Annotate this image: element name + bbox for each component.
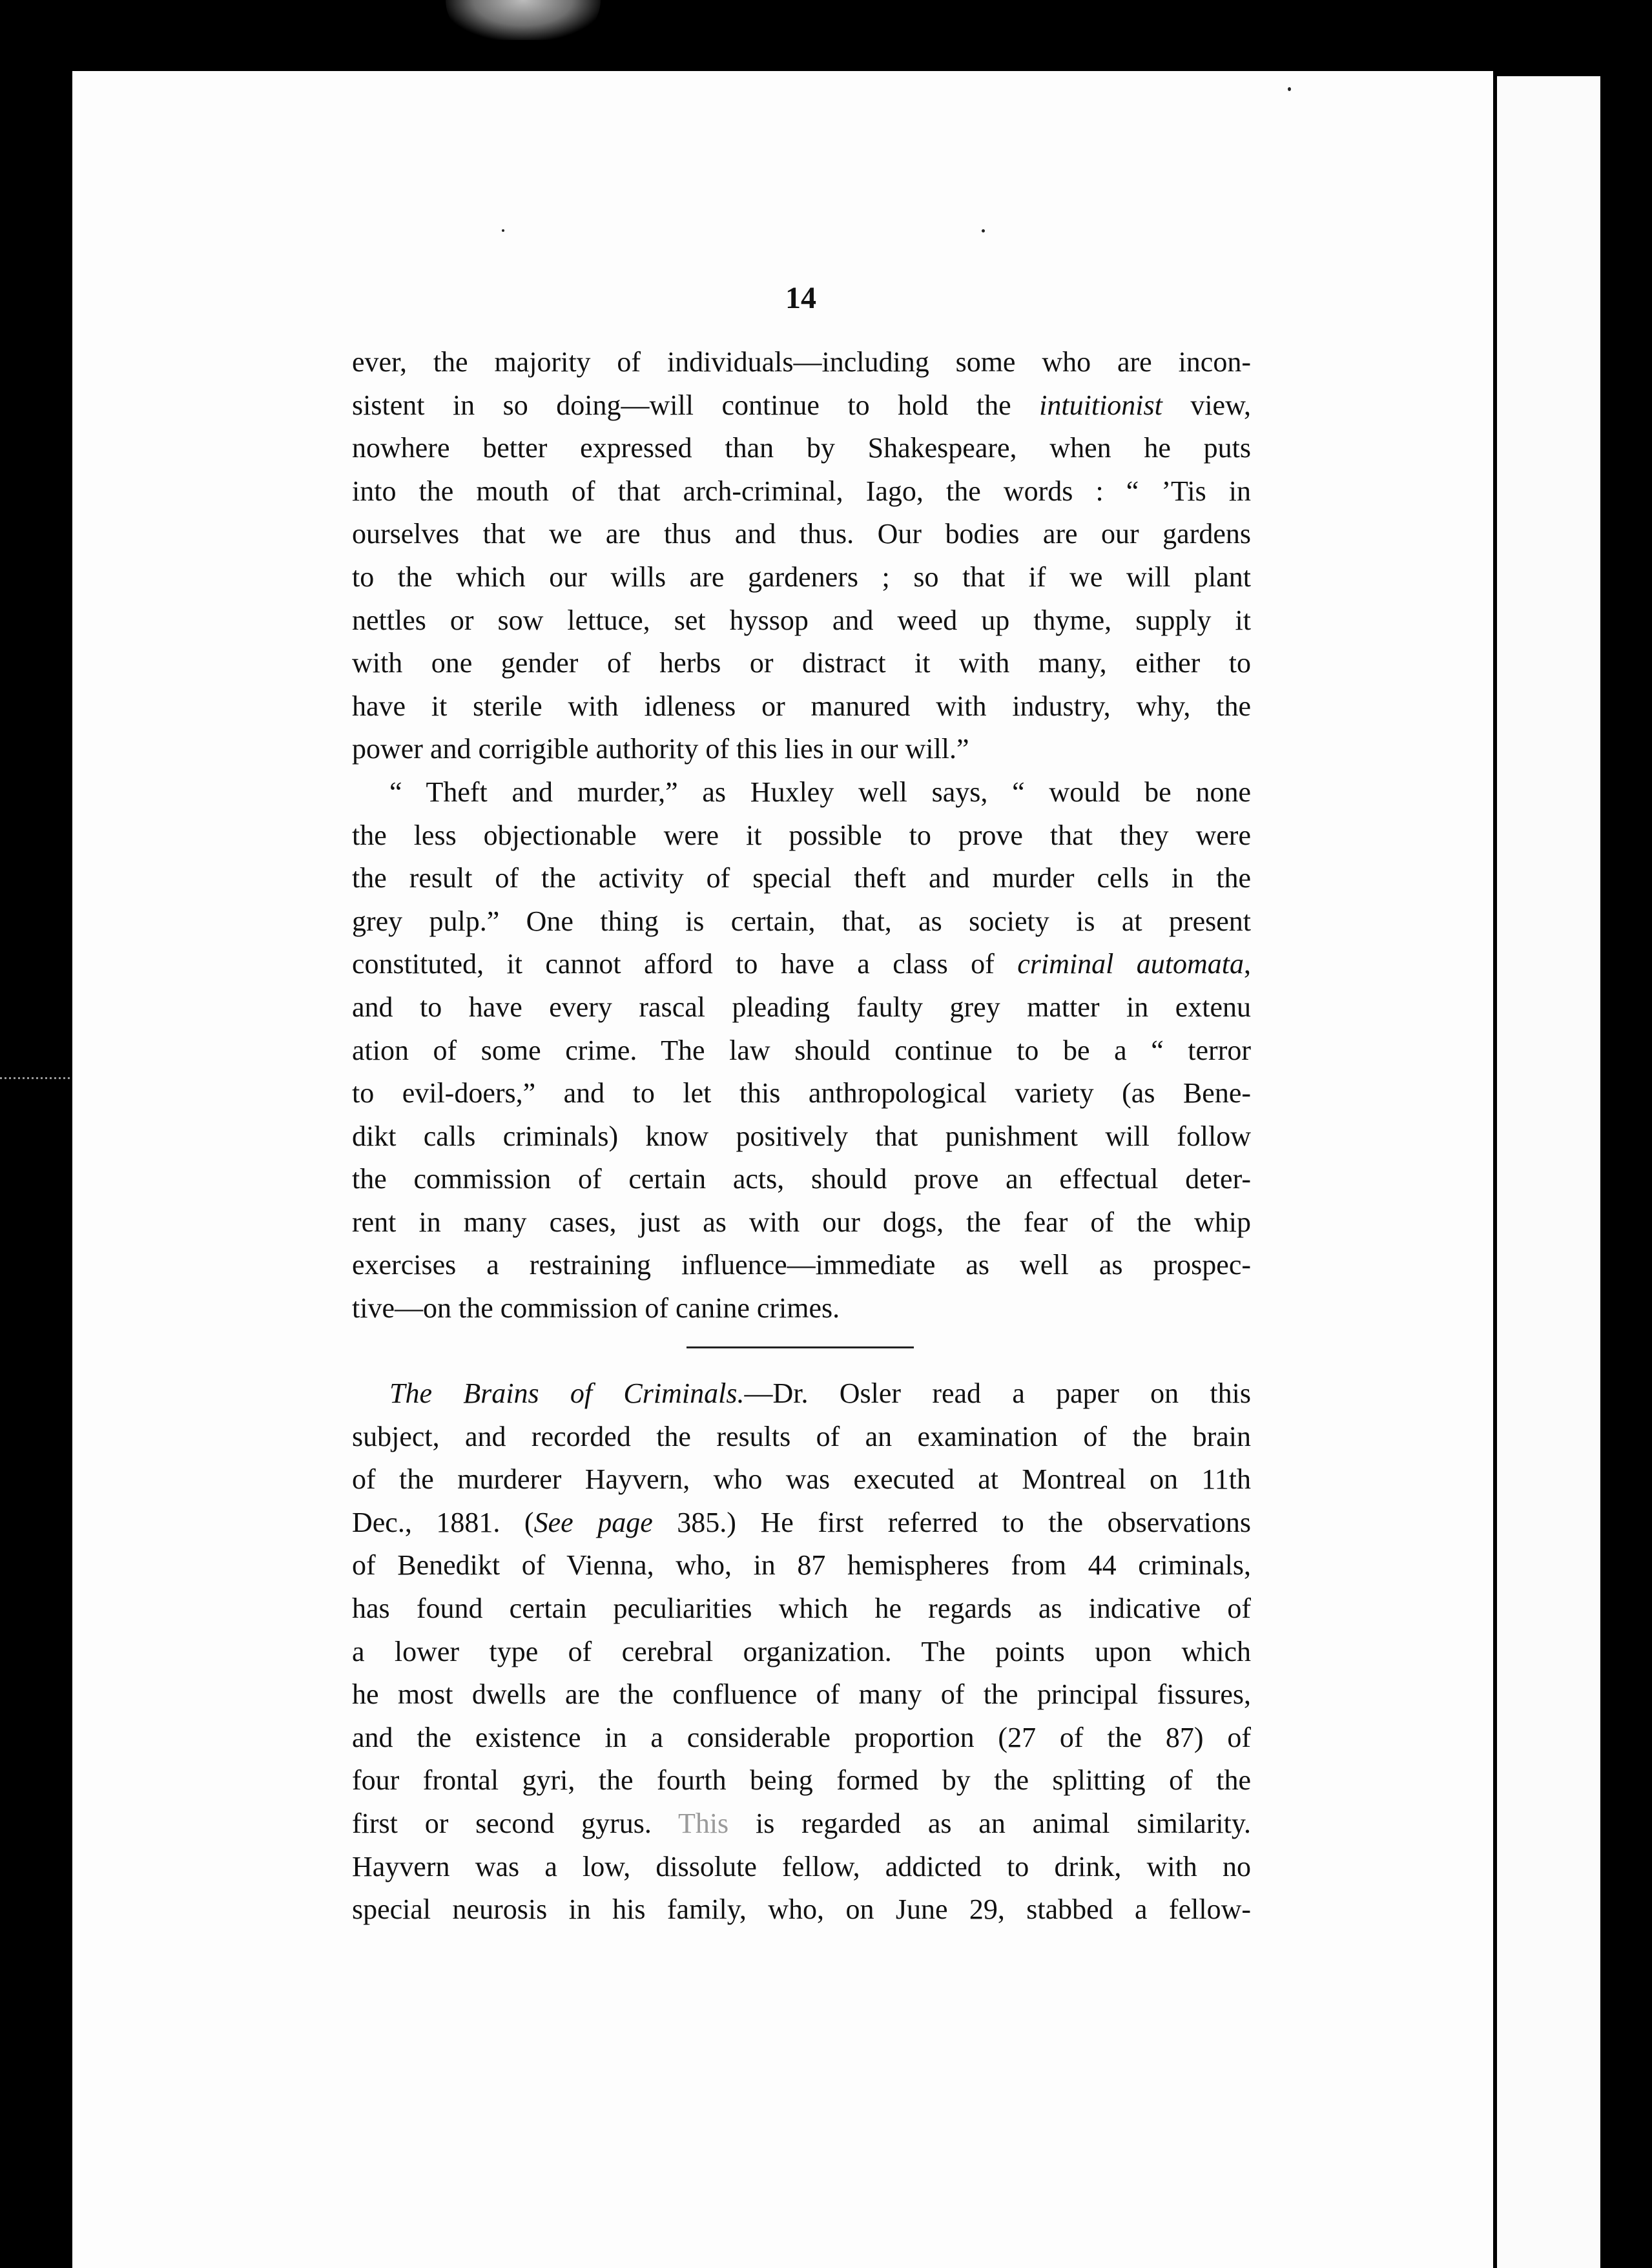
text-line: Hayvern was a low, dissolute fellow, addicted to drink, with no bbox=[352, 1850, 1251, 1882]
text-line: exercises a restraining influence—immediate as well as prospec- bbox=[352, 1249, 1251, 1281]
text-line: he most dwells are the confluence of many of the principal fissures, bbox=[352, 1678, 1251, 1711]
text-line: “ Theft and murder,” as Huxley well says, “ would be none bbox=[389, 776, 1251, 808]
text-line: first or second gyrus. This is regarded as an animal similarity. bbox=[352, 1807, 1251, 1839]
section-heading: The Brains of Criminals. bbox=[389, 1377, 745, 1409]
text-line: tive—on the commission of canine crimes. bbox=[352, 1292, 840, 1325]
text-line: The Brains of Criminals.—Dr. Osler read a paper on this bbox=[389, 1377, 1251, 1409]
text-line: dikt calls criminals) know positively that punishment will follow bbox=[352, 1120, 1251, 1152]
text-line: and to have every rascal pleading faulty grey matter in extenu bbox=[352, 991, 1251, 1023]
text-line: rent in many cases, just as with our dogs, the fear of the whip bbox=[352, 1206, 1251, 1238]
text-line: nowhere better expressed than by Shakespeare, when he puts bbox=[352, 432, 1251, 464]
text-line: the commission of certain acts, should prove an effectual deter- bbox=[352, 1163, 1251, 1195]
italic-term: criminal automata bbox=[1017, 948, 1244, 980]
text-line: ever, the majority of individuals—including some who are incon- bbox=[352, 346, 1251, 378]
text-line: Dec., 1881. (See page 385.) He first referred to the observations bbox=[352, 1506, 1251, 1538]
text-line: nettles or sow lettuce, set hyssop and weed up thyme, supply it bbox=[352, 604, 1251, 636]
adjacent-page-edge bbox=[1497, 76, 1600, 2268]
text-line: subject, and recorded the results of an examination of the brain bbox=[352, 1420, 1251, 1452]
text-line: four frontal gyri, the fourth being formed by the splitting of the bbox=[352, 1764, 1251, 1797]
paragraph-brains-of-criminals bbox=[352, 1372, 1251, 1932]
text-line: of Benedikt of Vienna, who, in 87 hemispheres from 44 criminals, bbox=[352, 1549, 1251, 1582]
text-line: the result of the activity of special theft and murder cells in the bbox=[352, 862, 1251, 894]
text-line: special neurosis in his family, who, on June 29, stabbed a fellow- bbox=[352, 1893, 1251, 1926]
cross-reference: See page bbox=[533, 1506, 653, 1538]
paragraph-free-will bbox=[352, 341, 1251, 1330]
text-line: a lower type of cerebral organization. The points upon which bbox=[352, 1635, 1251, 1667]
text-line: has found certain peculiarities which he regards as indicative of bbox=[352, 1592, 1251, 1624]
speck bbox=[502, 229, 504, 232]
italic-term: intuitionist bbox=[1039, 389, 1162, 421]
scan-edge-dots bbox=[0, 1077, 72, 1079]
text-line: to the which our wills are gardeners ; so that if we will plant bbox=[352, 561, 1251, 593]
text-line: sistent in so doing—will continue to hold the intuitionist view, bbox=[352, 389, 1251, 421]
speck bbox=[982, 229, 985, 232]
text-line: with one gender of herbs or distract it with many, either to bbox=[352, 647, 1251, 679]
scan-blot bbox=[446, 0, 601, 40]
speck bbox=[1288, 87, 1291, 91]
section-divider bbox=[687, 1346, 914, 1348]
text-line: of the murderer Hayvern, who was executed at Montreal on 11th bbox=[352, 1463, 1251, 1496]
text-line: constituted, it cannot afford to have a class of criminal automata, bbox=[352, 948, 1251, 980]
text-line: and the existence in a considerable proportion (27 of the 87) of bbox=[352, 1721, 1251, 1753]
text-line: ation of some crime. The law should continue to be a “ terror bbox=[352, 1034, 1251, 1066]
text-line: to evil-doers,” and to let this anthropological variety (as Bene- bbox=[352, 1077, 1251, 1109]
text-line: power and corrigible authority of this lies in our will.” bbox=[352, 733, 969, 765]
text-line: the less objectionable were it possible to prove that they were bbox=[352, 819, 1251, 851]
text-line: have it sterile with idleness or manured with industry, why, the bbox=[352, 690, 1251, 722]
text-line: grey pulp.” One thing is certain, that, as society is at present bbox=[352, 905, 1251, 937]
faded-word: This bbox=[677, 1807, 729, 1839]
text-line: into the mouth of that arch-criminal, Iago, the words : “ ’Tis in bbox=[352, 475, 1251, 507]
text-line: ourselves that we are thus and thus. Our bodies are our gardens bbox=[352, 518, 1251, 550]
page-number: 14 bbox=[785, 281, 816, 315]
